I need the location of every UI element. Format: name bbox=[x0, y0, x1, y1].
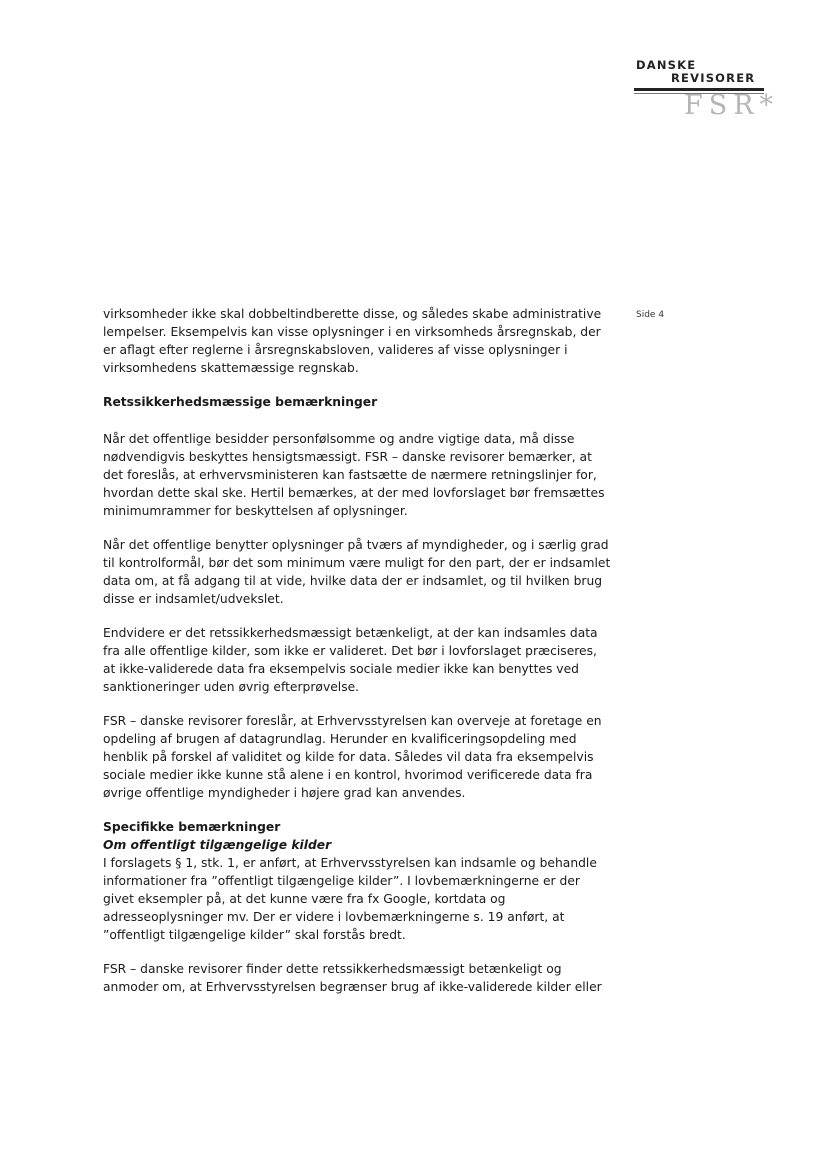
logo-text-danske: DANSKE bbox=[636, 58, 697, 72]
logo-mark-fsr: FSR* bbox=[684, 90, 780, 121]
section-heading: Retssikkerhedsmæssige bemærkninger bbox=[103, 395, 378, 409]
paragraph: virksomheder ikke skal dobbeltindberette disse, og således skabe administrative lempelser. Eksempelvis kan visse oplysninger i en virksomheds årsregnskab, der er aflagt efter reglerne i årsregnskabsloven, valideres af visse oplysninger i virksomhedens skattemæssige regnskab. bbox=[103, 307, 602, 375]
paragraph: FSR – danske revisorer finder dette retssikkerhedsmæssigt betænkeligt og anmoder om, at Erhvervsstyrelsen begrænser brug af ikke-validerede kilder eller bbox=[103, 962, 602, 994]
fsr-logo bbox=[628, 58, 780, 128]
paragraph: I forslagets § 1, stk. 1, er anført, at Erhvervsstyrelsen kan indsamle og behandle informationer fra ”offentligt tilgængelige kilder”. I lovbemærkningerne er der givet eksempler på, at det kunne være fra fx Google, kortdata og adresseoplysninger mv. Der er videre i lovbemærkningerne s. 19 anført, at ”offentligt tilgængelige kilder” skal forstås bredt. bbox=[103, 856, 597, 942]
section-heading: Specifikke bemærkninger bbox=[103, 820, 281, 834]
paragraph: Når det offentlige benytter oplysninger på tværs af myndigheder, og i særlig grad til kontrolformål, bør det som minimum være muligt for den part, der er indsamlet data om, at få adgang til at vide, hvilke data der er indsamlet, og til hvilken brug disse er indsamlet/udvekslet. bbox=[103, 538, 611, 606]
subsection-heading: Om offentligt tilgængelige kilder bbox=[103, 838, 332, 852]
paragraph: Når det offentlige besidder personfølsomme og andre vigtige data, må disse nødvendigvis beskyttes hensigtsmæssigt. FSR – danske revisorer bemærker, at det foreslås, at erhvervsministeren kan fastsætte de nærmere retningslinjer for, hvordan dette skal ske. Hertil bemærkes, at der med lovforslaget bør fremsættes minimumrammer for beskyttelsen af oplysninger. bbox=[103, 432, 605, 518]
document-body bbox=[103, 305, 613, 1012]
paragraph: Endvidere er det retssikkerhedsmæssigt betænkeligt, at der kan indsamles data fra alle offentlige kilder, som ikke er valideret. Det bør i lovforslaget præciseres, at ikke-validerede data fra eksempelvis sociale medier ikke kan benyttes ved sanktioneringer uden øvrig efterprøvelse. bbox=[103, 626, 598, 694]
paragraph: FSR – danske revisorer foreslår, at Erhvervsstyrelsen kan overveje at foretage en opdeling af brugen af datagrundlag. Herunder en kvalificeringsopdeling med henblik på forskel af validitet og kilde for data. Således vil data fra eksempelvis sociale medier ikke kunne stå alene i en kontrol, hvorimod verificerede data fra øvrige offentlige myndigheder i højere grad kan anvendes. bbox=[103, 714, 602, 800]
page-number: Side 4 bbox=[636, 310, 665, 320]
logo-text-revisorer: REVISORER bbox=[671, 71, 756, 85]
